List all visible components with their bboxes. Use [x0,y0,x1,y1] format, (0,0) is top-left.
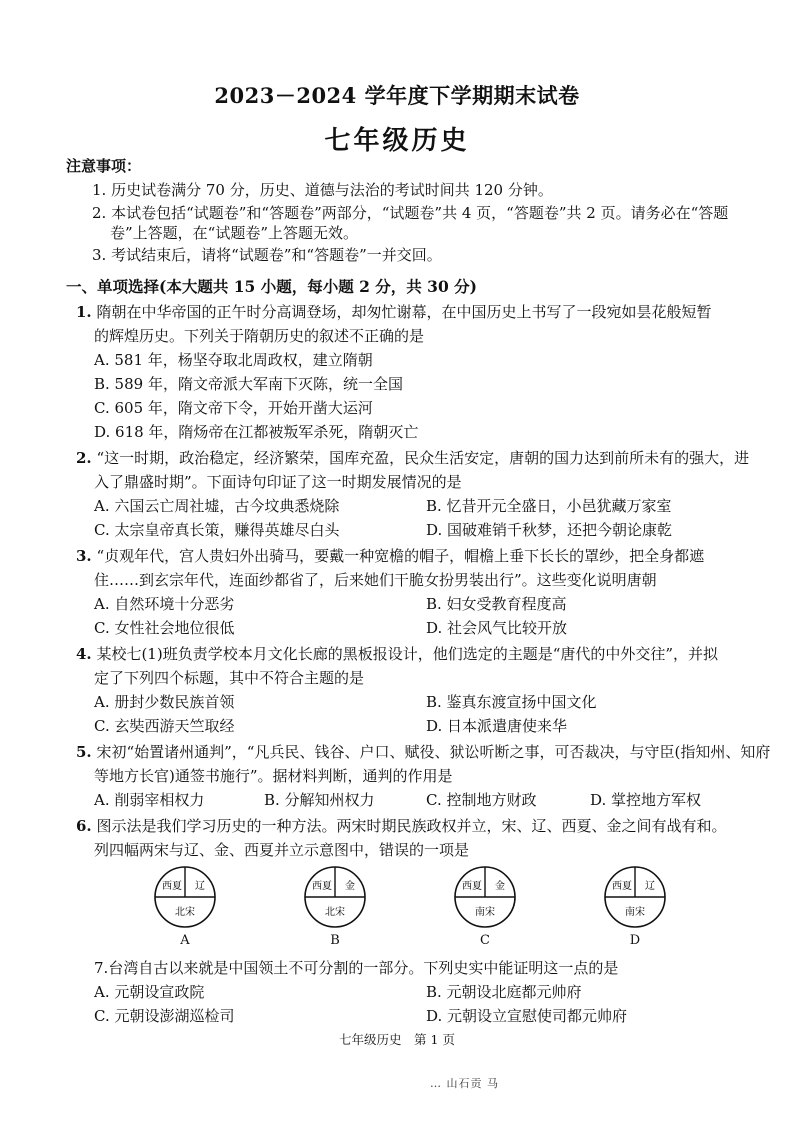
option-b: B. 妇女受教育程度高 [426,595,567,613]
option-c: C. 控制地方财政 [426,791,537,809]
diagram-label: D [629,933,641,948]
diagram-label: B [330,933,340,948]
question-text: 列四幅两宋与辽、金、西夏并立示意图中，错误的一项是 [94,841,470,859]
option-c: C. 元朝设澎湖巡检司 [94,1007,235,1025]
note-item: 1. 历史试卷满分 70 分，历史、道德与法治的考试时间共 120 分钟。 [92,181,553,199]
option-d: D. 元朝设立宣慰使司都元帅府 [426,1007,628,1025]
question-text: 住……到玄宗年代，连面纱都省了，后来她们干脆女扮男装出行”。这些变化说明唐朝 [94,571,657,589]
question-text: 某校七(1)班负责学校本月文化长廊的黑板报设计，他们选定的主题是“唐代的中外交往”，并拟 [96,645,719,663]
question-4 [76,644,718,664]
notes-heading: 注意事项： [66,157,142,175]
region-bottom: 南宋 [625,907,645,918]
option-d: D. 618 年，隋炀帝在江都被叛军杀死，隋朝灭亡 [94,423,419,441]
question-text: 隋朝在中华帝国的正午时分高调登场，却匆忙谢幕，在中国历史上书写了一段宛如昙花般短暂 [96,303,712,321]
question-text: 图示法是我们学习历史的一种方法。两宋时期民族政权并立，宋、辽、西夏、金之间有战有和。 [96,817,727,835]
question-5 [76,742,770,762]
region-left: 西夏 [162,881,182,892]
option-d: D. 掌控地方军权 [590,791,702,809]
option-a: A. 册封少数民族首领 [94,693,235,711]
region-bottom: 南宋 [475,907,495,918]
question-text: 等地方长官)通签书施行”。据材料判断，通判的作用是 [94,767,453,785]
region-bottom: 北宋 [175,907,195,918]
question-text: 台湾自古以来就是中国领土不可分割的一部分。下列史实中能证明这一点的是 [108,959,619,977]
region-left: 西夏 [612,881,632,892]
option-c: C. 女性社会地位很低 [94,619,235,637]
question-number: 3. [76,547,92,565]
exam-title: 2023－2024 学年度下学期期末试卷 [214,83,580,108]
option-a: A. 六国云亡周社墟，古今坟典悉烧除 [94,497,340,515]
region-right: 金 [345,881,355,892]
option-c: C. 605 年，隋文帝下令，开始开凿大运河 [94,399,373,417]
option-b: B. 忆昔开元全盛日，小邑犹藏万家室 [426,497,672,515]
option-a: A. 自然环境十分恶劣 [94,595,235,613]
question-number: 6. [76,817,92,835]
option-c: C. 太宗皇帝真长策，赚得英雄尽白头 [94,521,340,539]
region-right: 金 [495,881,505,892]
question-2 [76,448,749,468]
subject-title: 七年级历史 [324,126,470,156]
option-c: C. 玄奘西游天竺取经 [94,717,235,735]
question-text: 宋初“始置诸州通判”，“凡兵民、钱谷、户口、赋役、狱讼听断之事，可否裁决，与守臣(指知州、知府 [96,743,771,761]
diagram-label: C [480,933,490,948]
question-7 [94,958,618,978]
question-text: 入了鼎盛时期”。下面诗句印证了这一时期发展情况的是 [94,473,462,491]
option-a: A. 581 年，杨坚夺取北周政权，建立隋朝 [94,351,373,369]
section-heading: 一、单项选择(本大题共 15 小题，每小题 2 分，共 30 分) [66,277,477,296]
question-3 [76,546,704,566]
option-b: B. 元朝设北庭都元帅府 [426,983,582,1001]
question-number: 4. [76,645,92,663]
option-d: D. 社会风气比较开放 [426,619,568,637]
page-footer: 七年级历史 第 1 页 [339,1032,455,1047]
question-number: 5. [76,743,92,761]
note-item: 3. 考试结束后，请将“试题卷”和“答题卷”一并交回。 [92,246,442,264]
option-b: B. 589 年，隋文帝派大军南下灭陈，统一全国 [94,375,403,393]
option-b: B. 分解知州权力 [264,791,375,809]
diagram-label: A [180,933,190,948]
question-text: 定了下列四个标题，其中不符合主题的是 [94,669,365,687]
question-number: 1. [76,303,92,321]
option-d: D. 国破难销千秋梦，还把今朝论康乾 [426,521,673,539]
option-d: D. 日本派遣唐使来华 [426,717,568,735]
question-number: 2. [76,449,92,467]
question-text: “这一时期，政治稳定，经济繁荣，国库充盈，民众生活安定，唐朝的国力达到前所未有的强大，进 [96,449,750,467]
question-text: 的辉煌历史。下列关于隋朝历史的叙述不正确的是 [94,327,425,345]
region-bottom: 北宋 [325,907,345,918]
option-a: A. 削弱宰相权力 [94,791,205,809]
bleed-through-text: … 山石贡 马 [430,1077,499,1090]
region-left: 西夏 [462,881,482,892]
question-text: “贞观年代，宫人贵妇外出骑马，要戴一种宽檐的帽子，帽檐上垂下长长的罩纱，把全身都遮 [96,547,705,565]
note-item: 卷”上答题，在“试题卷”上答题无效。 [110,224,359,242]
region-left: 西夏 [312,881,332,892]
question-6 [76,816,726,836]
question-number: 7. [94,959,109,977]
region-right: 辽 [645,881,655,892]
option-a: A. 元朝设宣政院 [94,983,205,1001]
option-b: B. 鉴真东渡宣扬中国文化 [426,693,597,711]
region-right: 辽 [195,881,205,892]
note-item: 2. 本试卷包括“试题卷”和“答题卷”两部分，“试题卷”共 4 页，“答题卷”共 2 页。请务必在“答题 [92,204,729,222]
question-1 [76,302,711,322]
